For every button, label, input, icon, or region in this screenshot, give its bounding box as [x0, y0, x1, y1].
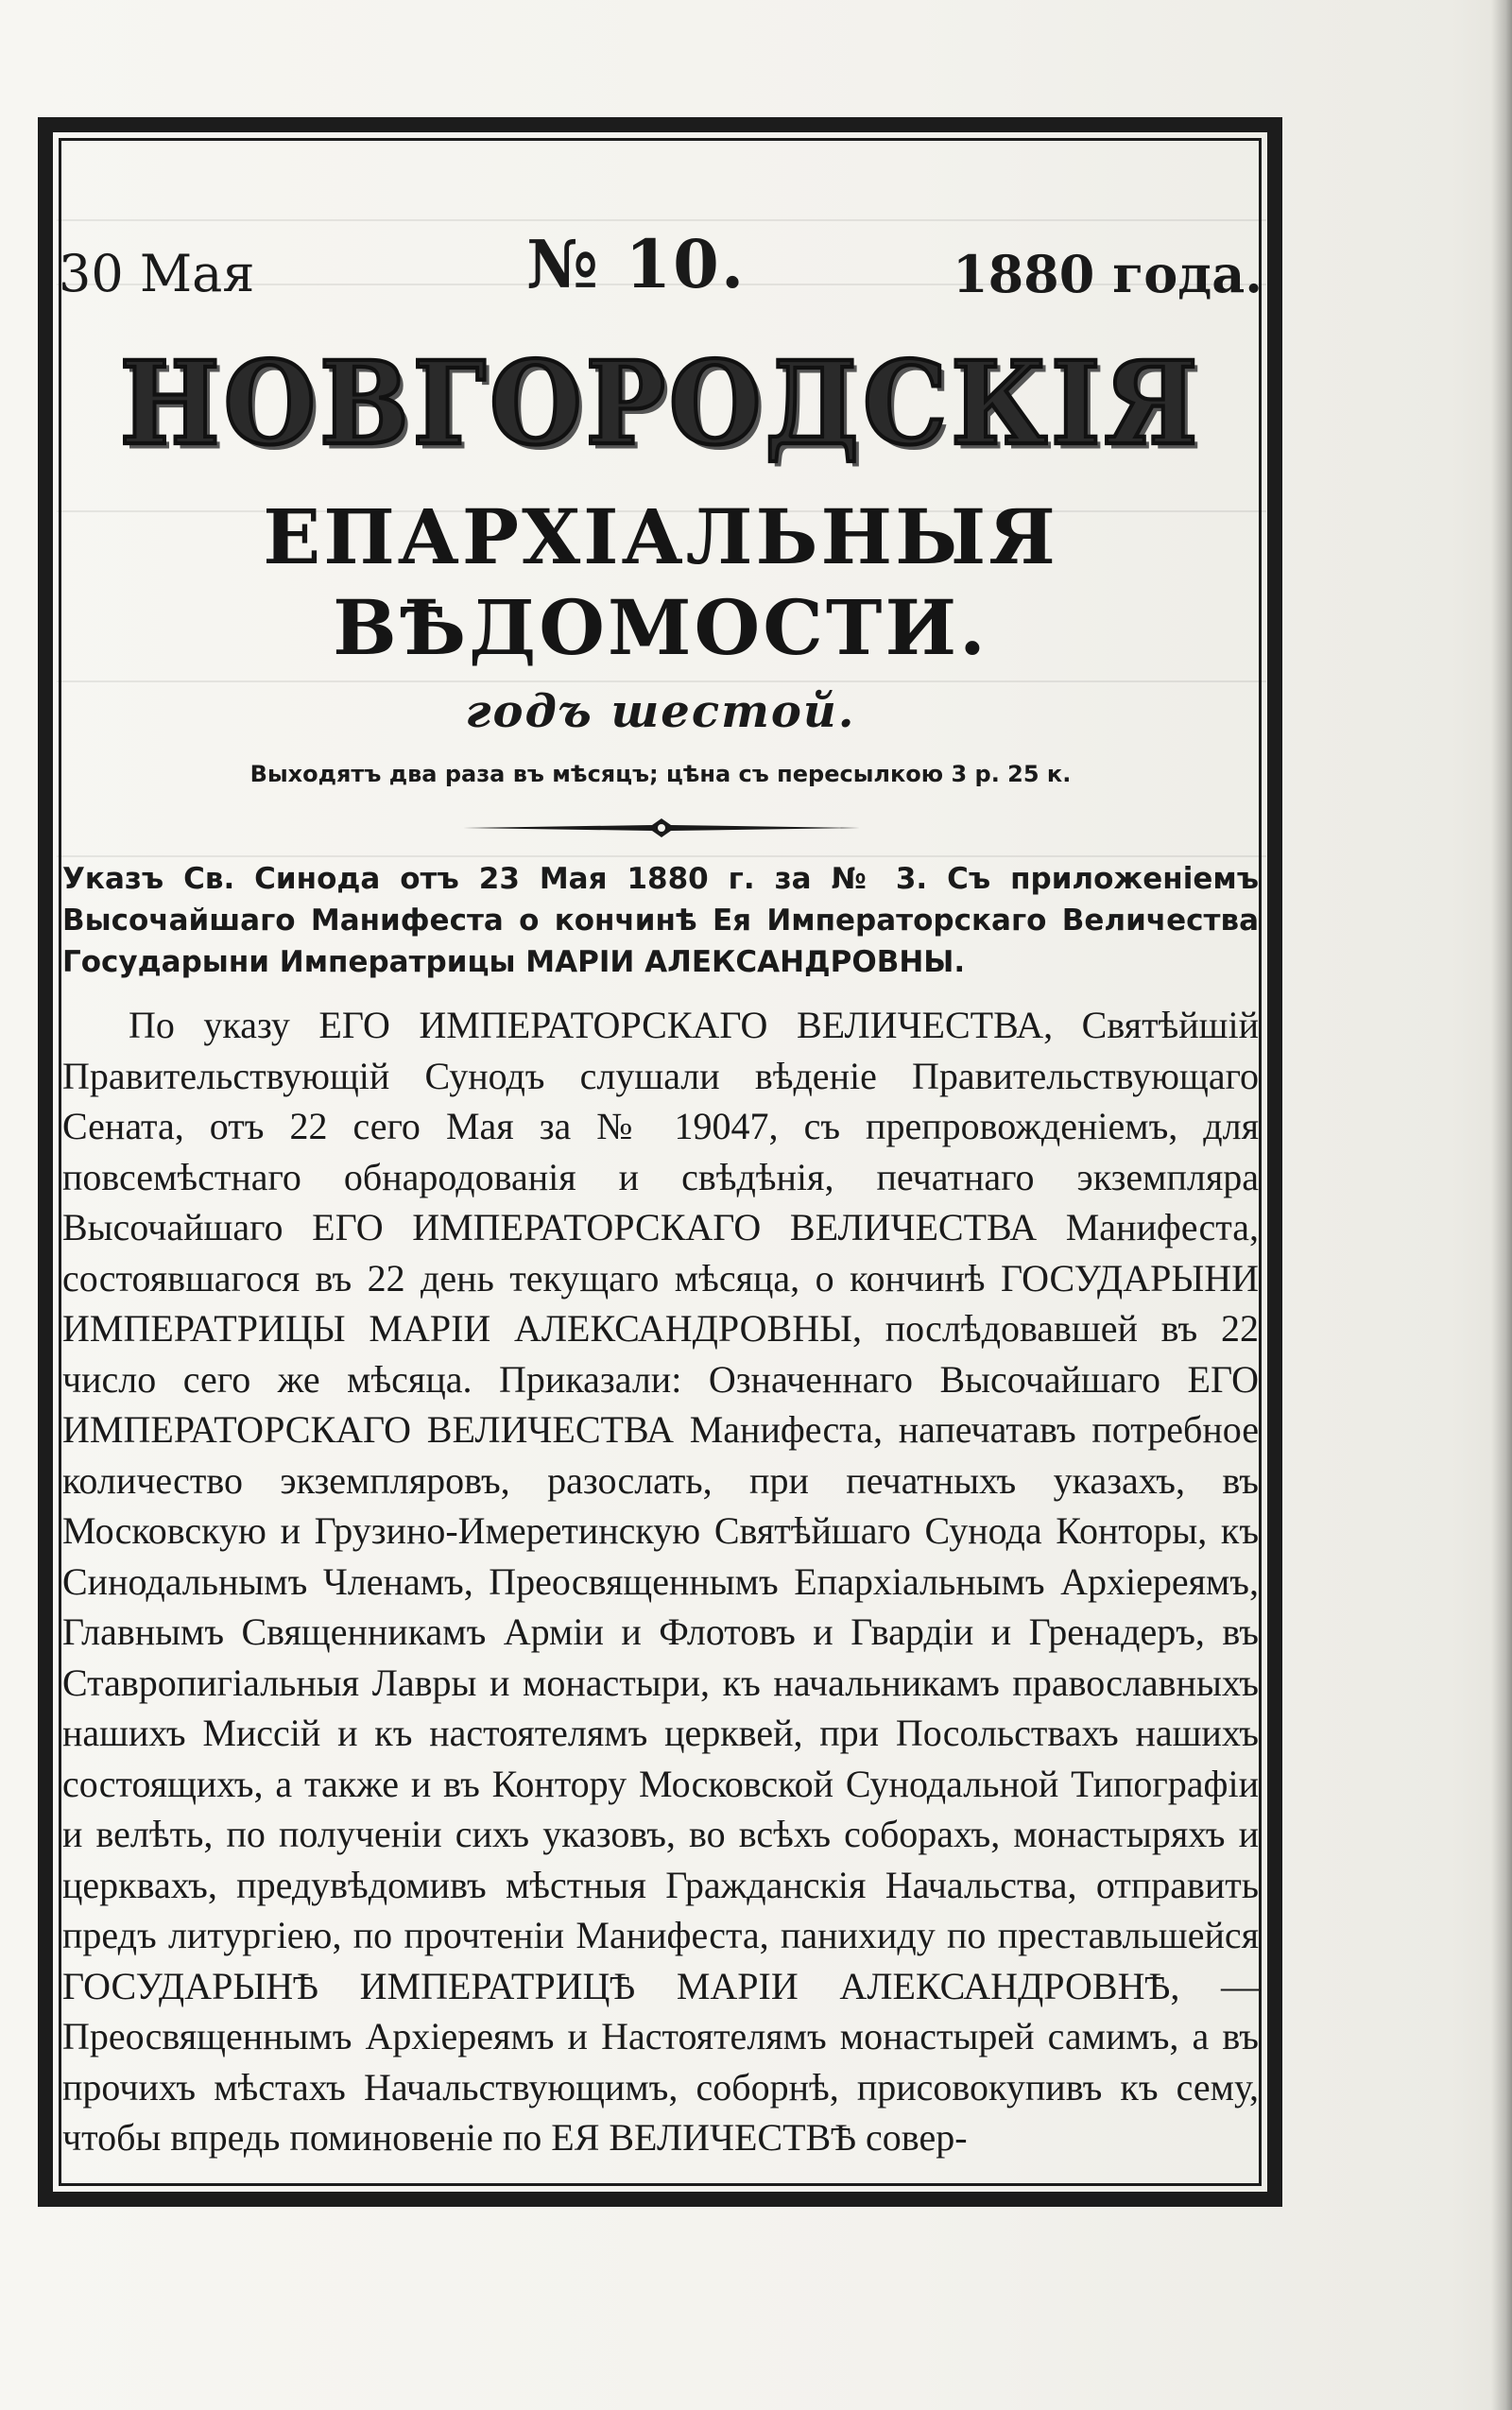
- newspaper-subtitle: ЕПАРХІАЛЬНЫЯ ВѢДОМОСТИ.: [263, 492, 1058, 672]
- page-content: [59, 132, 1263, 2163]
- page-edge-shadow: [1491, 0, 1512, 2410]
- newspaper-title: НОВГОРОДСКІЯ: [119, 336, 1202, 472]
- issue-year: 1880 года.: [953, 244, 1263, 304]
- article-heading: Указъ Св. Синода отъ 23 Мая 1880 г. за № 3. Съ приложеніемъ Высочайшаго Манифеста о кончинѣ Ея Императорскаго Величества Государыни Императрицы МАРІИ АЛЕКСАНДРОВНЫ.: [62, 862, 1259, 979]
- publication-year-label: годъ шестой.: [465, 685, 856, 738]
- issue-number: № 10.: [526, 225, 747, 303]
- article-body: По указу ЕГО ИМПЕРАТОРСКАГО ВЕЛИЧЕСТВА, Святѣйшій Правительствующій Сунодъ слушали вѣденіе Правительствующаго Сената, отъ 22 сего Мая за № 19047, съ препровожденіемъ, для повсемѣстнаго обнародованія и свѣдѣнія, печатнаго экземпляра Высочайшаго ЕГО ИМПЕРАТОРСКАГО ВЕЛИЧЕСТВА Манифеста, состоявшагося въ 22 день текущаго мѣсяца, о кончинѣ ГОСУДАРЫНИ ИМПЕРАТРИЦЫ МАРІИ АЛЕКСАНДРОВНЫ, послѣдовавшей въ 22 число сего же мѣсяца. Приказали: Означеннаго Высочайшаго ЕГО ИМПЕРАТОРСКАГО ВЕЛИЧЕСТВА Манифеста, напечатавъ потребное количество экземпляровъ, разослать, при печатныхъ указахъ, въ Московскую и Грузино-Имеретинскую Святѣйшаго Сунода Конторы, къ Синодальнымъ Членамъ, Преосвященнымъ Епархіальнымъ Архіереямъ, Главнымъ Священникамъ Арміи и Флотовъ и Гвардіи и Гренадеръ, въ Ставропигіальныя Лавры и монастыри, къ начальникамъ православныхъ нашихъ Миссій и къ настоятелямъ церквей, при Посольствахъ нашихъ состоящихъ, а также и въ Контору Московской Сунодальной Типографіи и велѣть, по полученіи сихъ указовъ, во всѣхъ соборахъ, монастыряхъ и церквахъ, предувѣдомивъ мѣстныя Гражданскія Начальства, отправить предъ литургіею, по прочтеніи Манифеста, панихиду по преставльшейся ГОСУДАРЫНѢ ИМПЕРАТРИЦѢ МАРІИ АЛЕКСАНДРОВНѢ, —Преосвященнымъ Архіереямъ и Настоятелямъ монастырей самимъ, а въ прочихъ мѣстахъ Начальствующимъ, соборнѣ, присовокупивъ къ сему, чтобы впредь поминовеніе по ЕЯ ВЕЛИЧЕСТВѢ совер-: [62, 1004, 1259, 2159]
- issue-date: 30 Мая: [59, 244, 255, 303]
- subscription-info: Выходятъ два раза въ мѣсяцъ; цѣна съ пересылкою 3 р. 25 к.: [249, 761, 1072, 787]
- masthead-row: [59, 225, 1263, 329]
- divider-ornament-icon: [463, 815, 860, 841]
- divider-ornament-icon: [59, 809, 1263, 847]
